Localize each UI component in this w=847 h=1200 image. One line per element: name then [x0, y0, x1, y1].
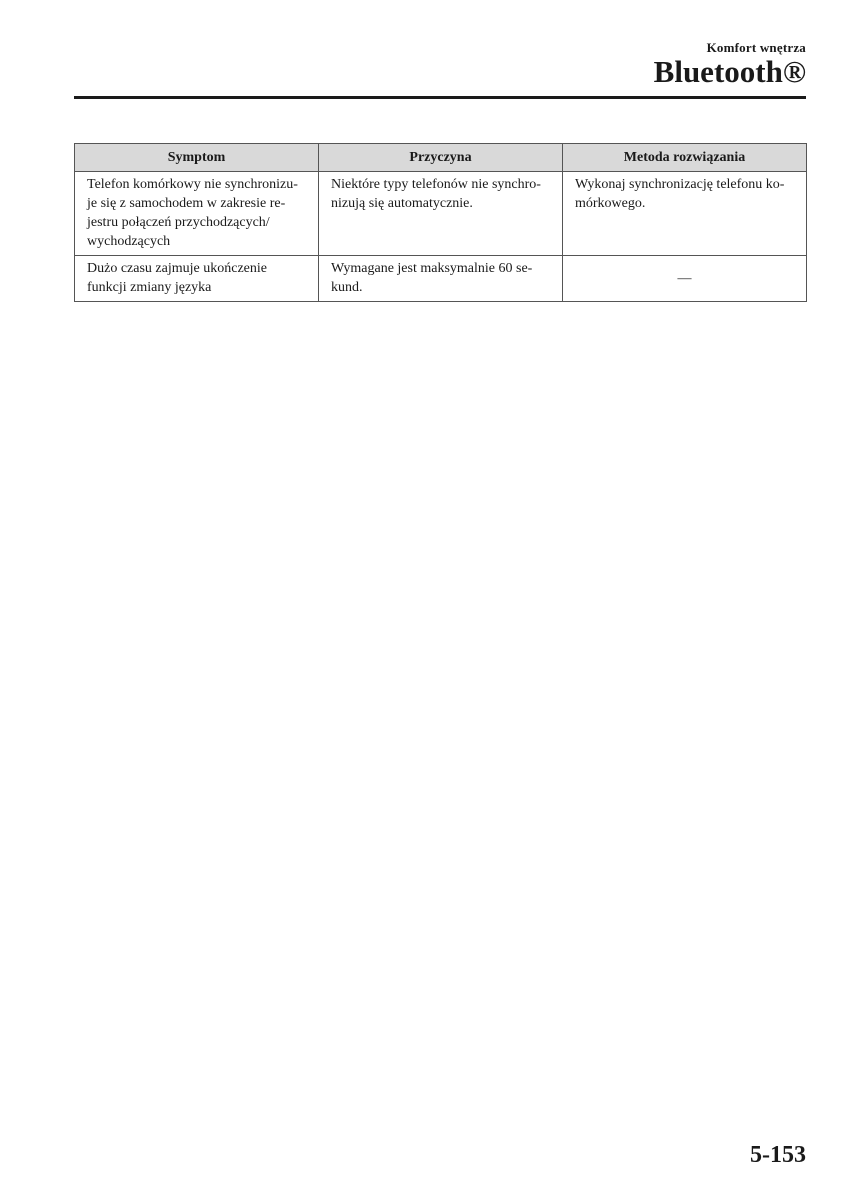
- page-number: 5-153: [750, 1142, 806, 1168]
- symptom-cell: Dużo czasu zajmuje ukończenie funkcji zmiany języka: [75, 256, 319, 302]
- symptom-cell: Telefon komórkowy nie synchronizu- je się z samochodem w zakresie re- jestru połączeń przychodzących/ wychodzących: [75, 172, 319, 256]
- header-divider: [74, 96, 806, 99]
- section-label: Komfort wnętrza: [706, 40, 806, 55]
- solution-cell: —: [563, 256, 807, 302]
- table-row: [75, 172, 807, 256]
- cause-cell: Wymagane jest maksymalnie 60 se- kund.: [319, 256, 563, 302]
- solution-cell: Wykonaj synchronizację telefonu ko- mórkowego.: [563, 172, 807, 256]
- cause-cell: Niektóre typy telefonów nie synchro- nizują się automatycznie.: [319, 172, 563, 256]
- table-header-row: [75, 144, 807, 172]
- table-row: [75, 256, 807, 302]
- troubleshooting-table: [74, 143, 807, 302]
- column-header-symptom: Symptom: [75, 144, 319, 172]
- column-header-cause: Przyczyna: [319, 144, 563, 172]
- page-title: Bluetooth®: [653, 54, 806, 89]
- column-header-solution: Metoda rozwiązania: [563, 144, 807, 172]
